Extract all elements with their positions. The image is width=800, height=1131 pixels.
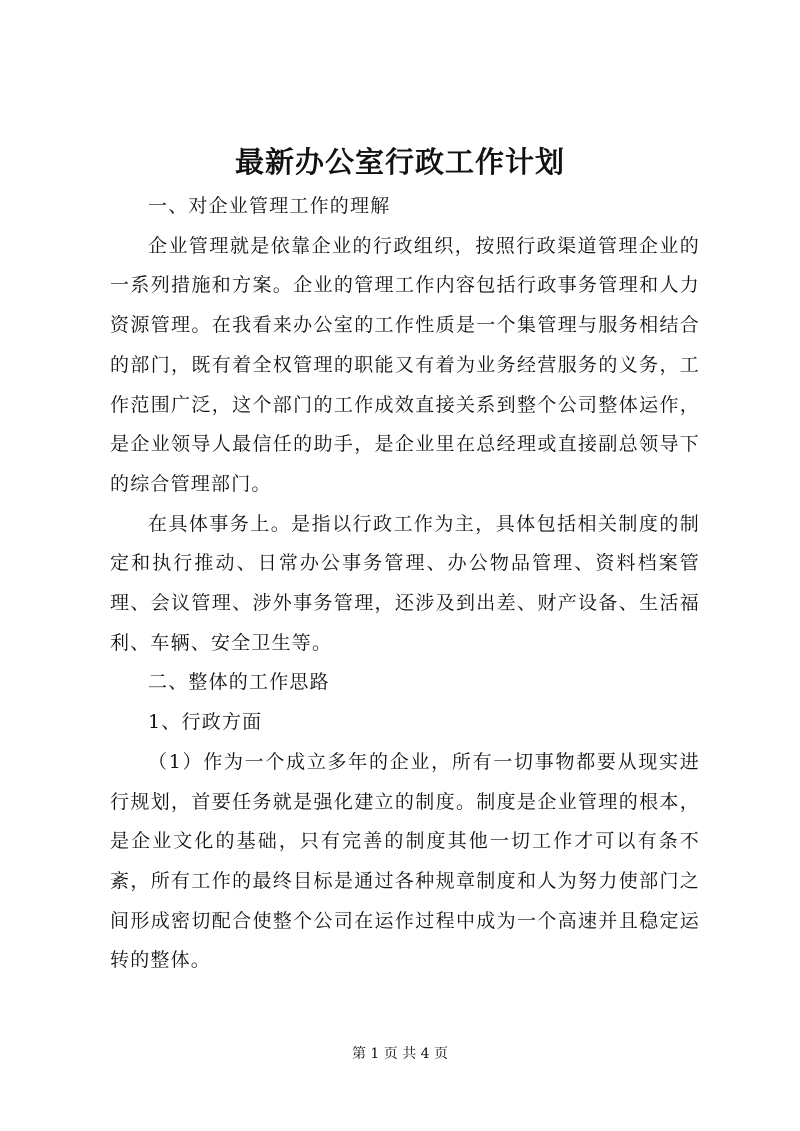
document-title: 最新办公室行政工作计划 (234, 145, 565, 179)
section-heading-2: 二、整体的工作思路 (148, 671, 330, 694)
paragraph-item-1: （1）作为一个成立多年的企业，所有一切事物都要从现实进行规划，首要任务就是强化建立的制度。制度是企业管理的根本，是企业文化的基础，只有完善的制度其他一切工作才可以有条不紊，所有工作的最终目标是通过各种规章制度和人为努力使部门之间形成密切配合使整个公司在运作过程中成为一个高速并且稳定运转的整体。 (110, 750, 700, 972)
document-body (110, 187, 700, 981)
section-heading-1: 一、对企业管理工作的理解 (148, 195, 391, 217)
page-footer: 第 1 页 共 4 页 (351, 1046, 449, 1062)
paragraph-management-definition: 企业管理就是依靠企业的行政组织，按照行政渠道管理企业的一系列措施和方案。企业的管理工作内容包括行政事务管理和人力资源管理。在我看来办公室的工作性质是一个集管理与服务相结合的部门，既有着全权管理的职能又有着为业务经营服务的义务，工作范围广泛，这个部门的工作成效直接关系到整个公司整体运作，是企业领导人最信任的助手，是企业里在总经理或直接副总领导下的综合管理部门。 (110, 234, 700, 495)
paragraph-specific-affairs: 在具体事务上。是指以行政工作为主，具体包括相关制度的制定和执行推动、日常办公事务管理、办公物品管理、资料档案管理、会议管理、涉外事务管理，还涉及到出差、财产设备、生活福利、车辆、安全卫生等。 (110, 512, 700, 654)
subsection-heading-administration: 1、行政方面 (148, 711, 263, 734)
